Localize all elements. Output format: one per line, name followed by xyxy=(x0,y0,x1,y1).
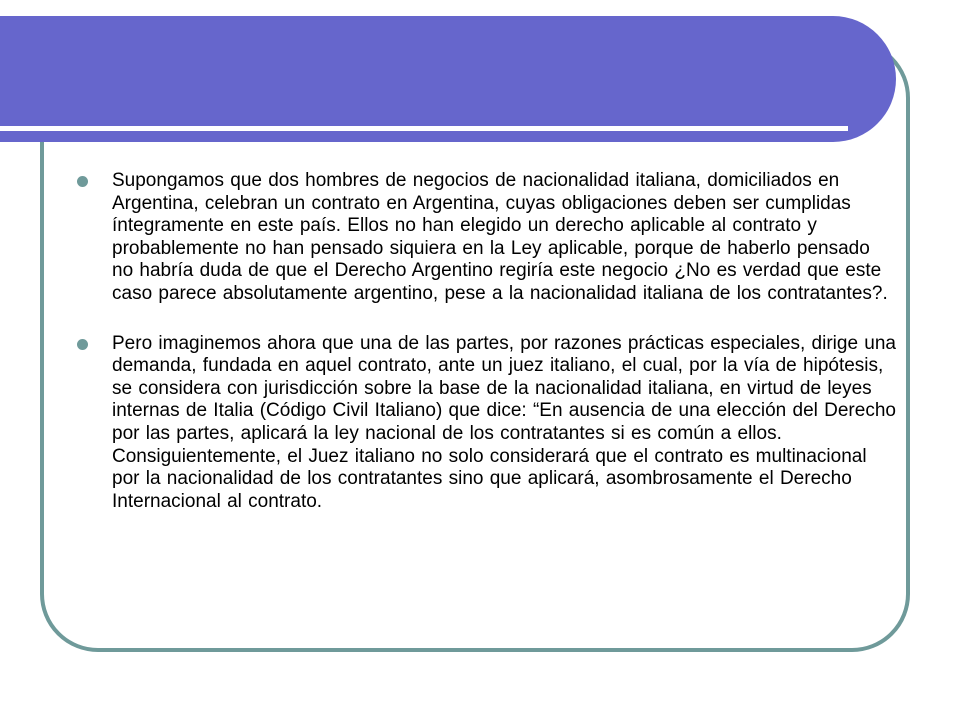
bullet-item-2 xyxy=(76,333,896,514)
bullet-item-1 xyxy=(76,170,896,306)
bullet-text: Pero imaginemos ahora que una de las partes, por razones prácticas especiales, dirige una demanda, fundada en aquel contrato, ante un juez italiano, el cual, por la vía de hipótesis, se considera con jurisdicción sobre la base de la nacionalidad italiana, en virtud de leyes internas de Italia (Código Civil Italiano) que dice: “En ausencia de una elección del Derecho por las partes, aplicará la ley nacional de los contratantes si es común a ellos. Consiguientemente, el Juez italiano no solo considerará que el contrato es multinacional por la nacionalidad de los contratantes sino que aplicará, asombrosamente el Derecho Internacional al contrato. xyxy=(112,332,897,512)
header-bar xyxy=(0,16,896,142)
bullet-icon xyxy=(77,176,88,187)
bullet-text: Supongamos que dos hombres de negocios de nacionalidad italiana, domiciliados en Argentina, celebran un contrato en Argentina, cuyas obligaciones deben ser cumplidas íntegramente en este país. Ellos no han elegido un derecho aplicable al contrato y probablemente no han pensado siquiera en la Ley aplicable, porque de haberlo pensado no habría duda de que el Derecho Argentino regiría este negocio ¿No es verdad que este caso parece absolutamente argentino, pese a la nacionalidad italiana de los contratantes?. xyxy=(112,170,888,304)
header-divider xyxy=(0,126,848,131)
bullet-list xyxy=(76,170,896,513)
bullet-icon xyxy=(77,339,88,350)
